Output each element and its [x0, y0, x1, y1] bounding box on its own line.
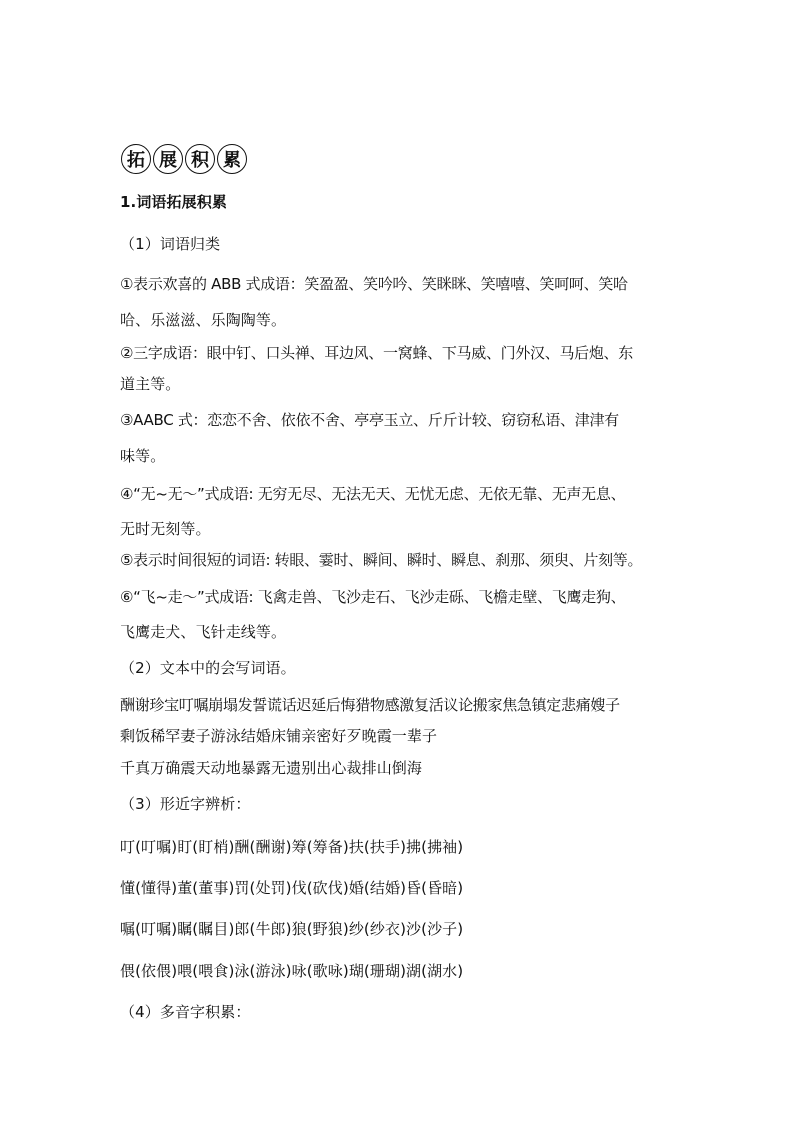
text-line: ③AABC 式：恋恋不舍、依依不舍、亭亭玉立、斤斤计较、窃窃私语、津津有: [120, 411, 619, 429]
text-line: ⑥“飞~走～”式成语: 飞禽走兽、飞沙走石、飞沙走砾、飞檐走壁、飞鹰走狗、: [120, 588, 626, 606]
text-line: 嘱(叮嘱)瞩(瞩目)郎(牛郎)狼(野狼)纱(纱衣)沙(沙子): [120, 920, 464, 938]
text-line: 千真万确震天动地暴露无遗别出心裁排山倒海: [120, 759, 423, 777]
text-line: ②三字成语：眼中钉、口头禅、耳边风、一窝蜂、下马威、门外汉、马后炮、东: [120, 344, 633, 362]
text-line: 偎(依偎)喂(喂食)泳(游泳)咏(歌咏)瑚(珊瑚)湖(湖水): [120, 962, 464, 980]
text-line: 酬谢珍宝叮嘱崩塌发誓谎话迟延后悔猎物感激复活议论搬家焦急镇定悲痛嫂子: [120, 696, 620, 714]
text-line: 味等。: [120, 447, 166, 465]
badge-char: 积: [185, 144, 215, 174]
subheading: （4）多音字积累：: [120, 1003, 251, 1021]
subheading: （3）形近字辨析：: [120, 795, 251, 813]
text-line: 哈、乐滋滋、乐陶陶等。: [120, 311, 287, 329]
text-line: 懂(懂得)董(董事)罚(处罚)伐(砍伐)婚(结婚)昏(昏暗): [120, 879, 464, 897]
text-line: 道主等。: [120, 375, 181, 393]
badge-char: 拓: [121, 144, 151, 174]
text-line: 无时无刻等。: [120, 520, 211, 538]
text-line: 叮(叮嘱)盯(盯梢)酬(酬谢)筹(筹备)扶(扶手)拂(拂袖): [120, 838, 464, 856]
text-line: ⑤表示时间很短的词语: 转眼、霎时、瞬间、瞬时、瞬息、刹那、须臾、片刻等。: [120, 551, 643, 569]
text-line: ①表示欢喜的 ABB 式成语：笑盈盈、笑吟吟、笑眯眯、笑嘻嘻、笑呵呵、笑哈: [120, 275, 628, 293]
text-line: 飞鹰走犬、飞针走线等。: [120, 623, 287, 641]
text-line: 剩饭稀罕妻子游泳结婚床铺亲密好歹晚霞一辈子: [120, 727, 438, 745]
section-badge: [121, 144, 247, 174]
badge-char: 展: [153, 144, 183, 174]
subheading: （1）词语归类: [120, 235, 221, 253]
section-heading: 1.词语拓展积累: [120, 193, 227, 211]
subheading: （2）文本中的会写词语。: [120, 659, 296, 677]
text-line: ④“无~无～”式成语: 无穷无尽、无法无天、无忧无虑、无依无靠、无声无息、: [120, 485, 626, 503]
badge-char: 累: [217, 144, 247, 174]
